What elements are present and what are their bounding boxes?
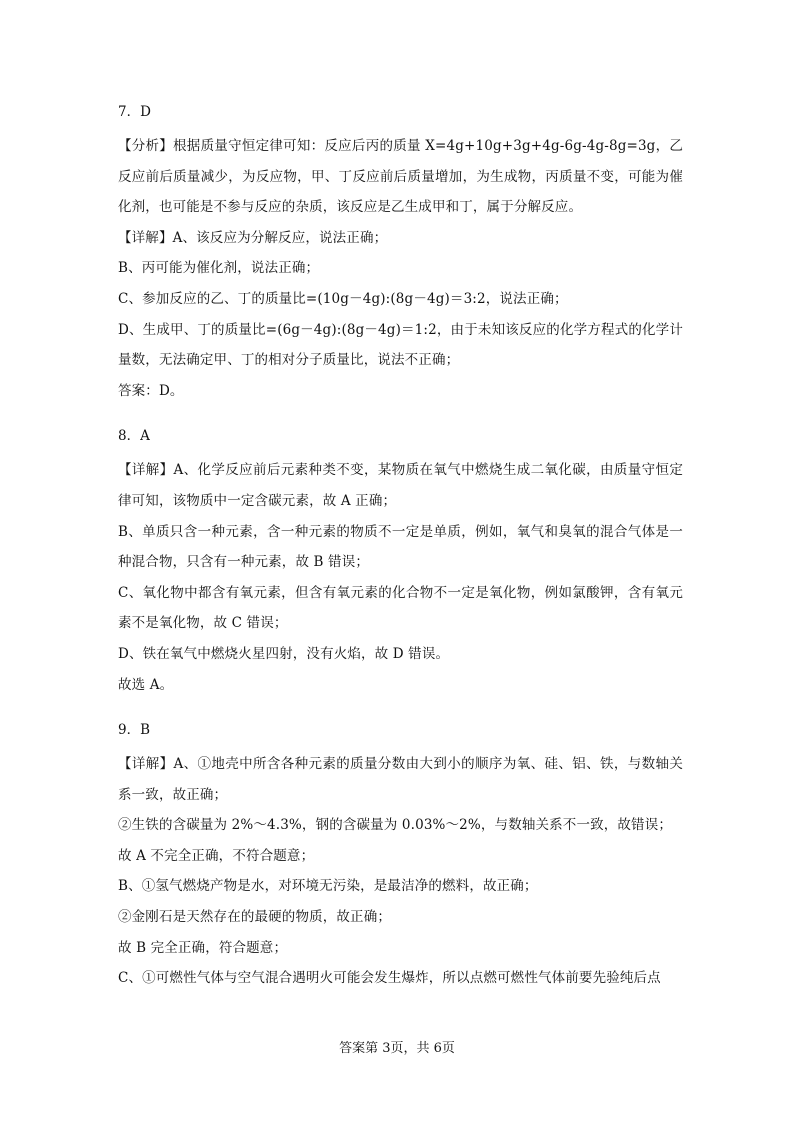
explanation-paragraph: C、参加反应的乙、丁的质量比=(10g－4g):(8g－4g)＝3:2，说法正确； xyxy=(118,290,568,307)
explanation-paragraph: 【详解】A、化学反应前后元素种类不变，某物质在氧气中燃烧生成二氧化碳，由质量守恒定律可知，该物质中一定含碳元素，故 A 正确； xyxy=(118,462,683,509)
page-footer: 答案第 3页，共 6页 xyxy=(339,1041,455,1056)
explanation-paragraph: ②生铁的含碳量为 2%～4.3%，钢的含碳量为 0.03%～2%，与数轴关系不一致，故错误； xyxy=(118,817,672,834)
explanation-paragraph: C、①可燃性气体与空气混合遇明火可能会发生爆炸，所以点燃可燃性气体前要先验纯后点 xyxy=(118,970,661,987)
explanation-paragraph: B、丙可能为催化剂，说法正确； xyxy=(118,260,320,277)
explanation-paragraph: D、生成甲、丁的质量比=(6g－4g):(8g－4g)＝1:2，由于未知该反应的化学方程式的化学计量数，无法确定甲、丁的相对分子质量比，说法不正确； xyxy=(118,321,683,369)
explanation-paragraph: C、氧化物中都含有氧元素，但含有氧元素的化合物不一定是氧化物，例如氯酸钾，含有氧元素不是氧化物，故 C 错误； xyxy=(118,584,683,632)
question-heading: 7．D xyxy=(118,104,151,120)
section-gap xyxy=(118,406,683,427)
explanation-paragraph: 【详解】A、①地壳中所含各种元素的质量分数由大到小的顺序为氧、硅、铝、铁，与数轴关系一致，故正确； xyxy=(118,756,683,803)
answer-line: 故选 A。 xyxy=(118,676,174,693)
answer-line: 答案：D。 xyxy=(118,382,184,399)
page-content xyxy=(118,103,683,994)
analysis-paragraph: 【分析】根据质量守恒定律可知：反应后丙的质量 X=4g+10g+3g+4g-6g-4g-8g=3g，乙反应前后质量减少，为反应物，甲、丁反应前后质量增加，为生成物，丙质量不变，可能为催化剂，也可能是不参与反应的杂质，该反应是乙生成甲和丁，属于分解反应。 xyxy=(118,138,683,216)
explanation-paragraph: D、铁在氧气中燃烧火星四射，没有火焰，故 D 错误。 xyxy=(118,645,450,662)
explanation-paragraph: B、单质只含一种元素，含一种元素的物质不一定是单质，例如，氧气和臭氧的混合气体是一种混合物，只含有一种元素，故 B 错误； xyxy=(118,523,683,571)
question-heading: 8．A xyxy=(118,428,150,445)
question-9 xyxy=(118,721,683,994)
explanation-paragraph: 故 A 不完全正确，不符合题意； xyxy=(118,847,315,864)
question-heading: 9．B xyxy=(118,722,151,739)
question-7 xyxy=(118,103,683,406)
section-gap xyxy=(118,700,683,721)
explanation-paragraph: 故 B 完全正确，符合题意； xyxy=(118,939,288,956)
explanation-paragraph: ②金刚石是天然存在的最硬的物质，故正确； xyxy=(118,909,391,926)
question-8 xyxy=(118,427,683,700)
explanation-paragraph: B、①氢气燃烧产物是水，对环境无污染，是最洁净的燃料，故正确； xyxy=(118,878,538,895)
explanation-paragraph: 【详解】A、该反应为分解反应，说法正确； xyxy=(118,229,388,246)
